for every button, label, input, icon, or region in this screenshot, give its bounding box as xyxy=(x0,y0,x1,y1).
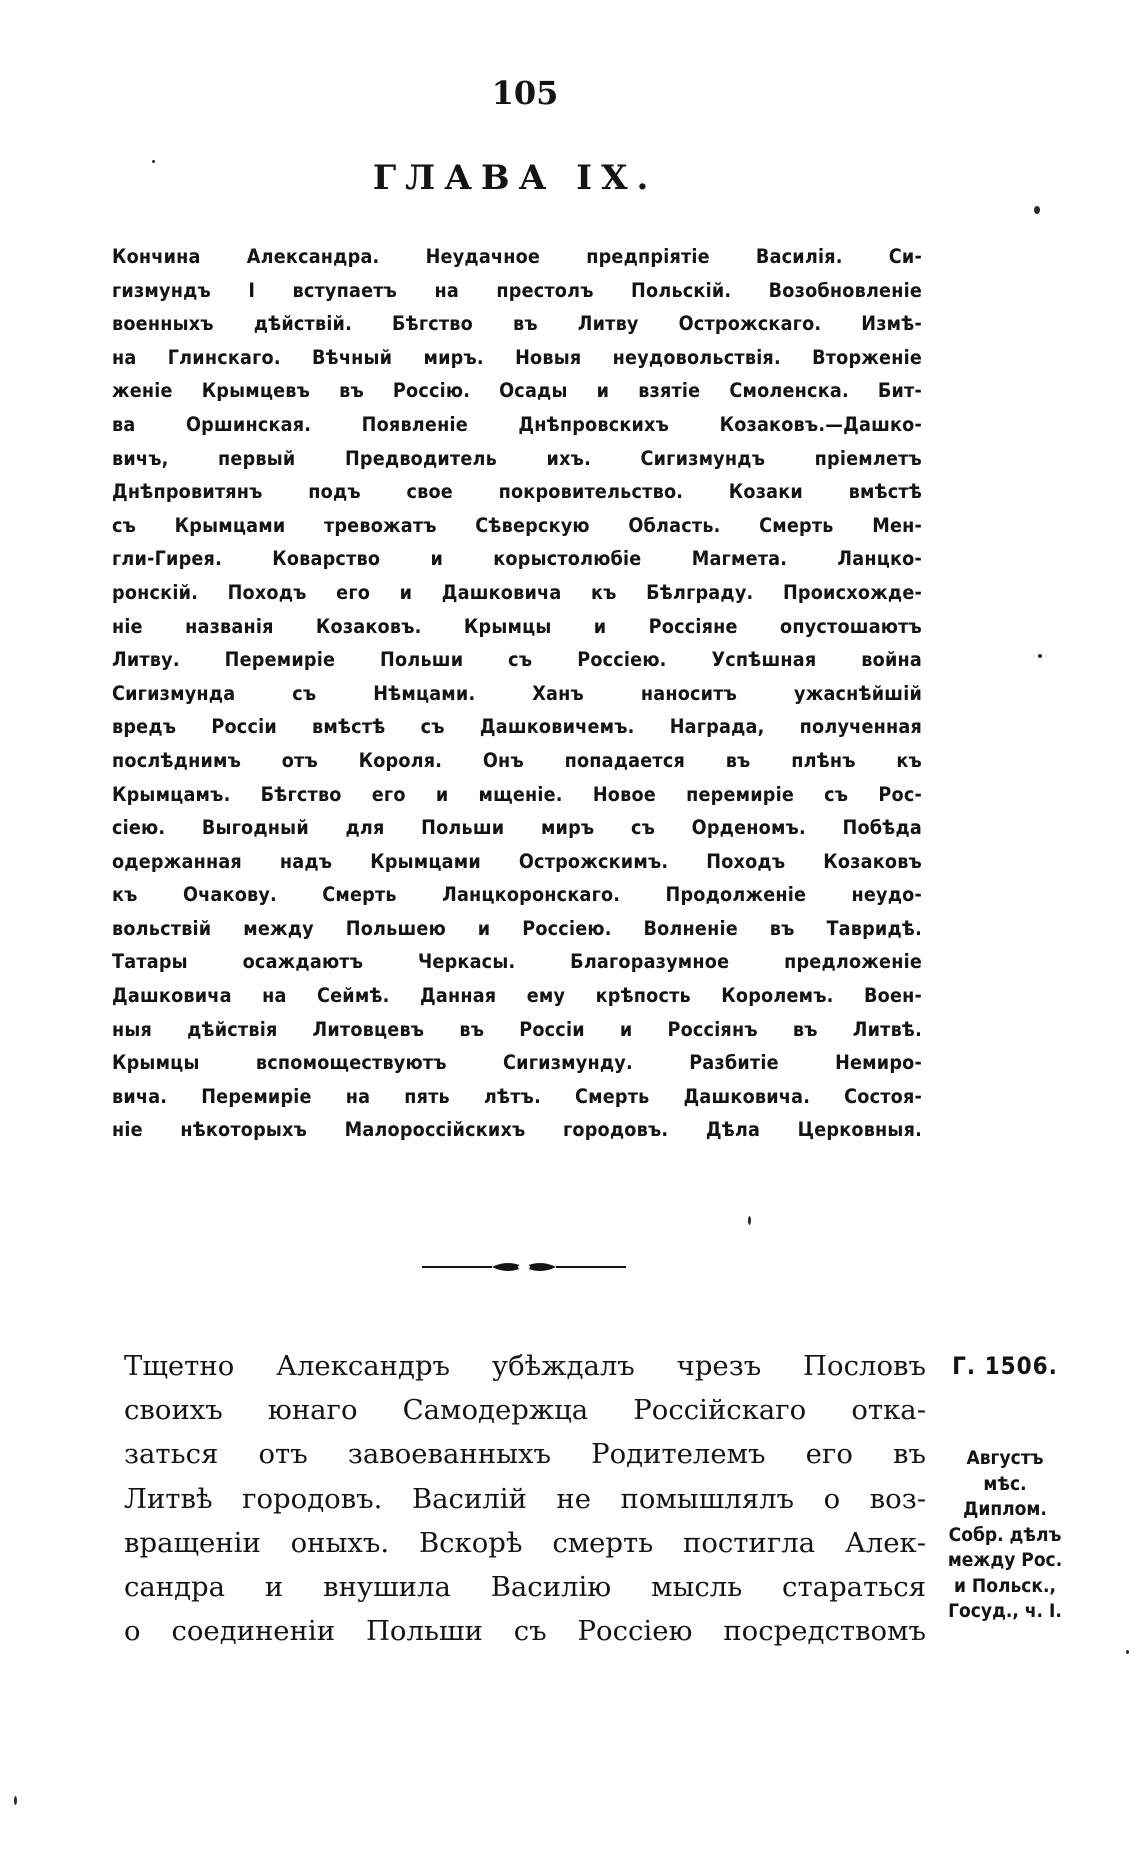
summary-line: къ Очакову. Смерть Ланцкоронскаго. Продолженіе неудо- xyxy=(112,883,922,907)
summary-line: военныхъ дѣйствій. Бѣгство въ Литву Острожскаго. Измѣ- xyxy=(112,312,922,336)
body-line: Литвѣ городовъ. Василій не помышлялъ о воз- xyxy=(124,1482,926,1515)
summary-line: Литву. Перемиріе Польши съ Россіею. Успѣшная война xyxy=(112,648,922,672)
ornament-divider xyxy=(422,1256,626,1278)
summary-line: Кончина Александра. Неудачное предпріятіе Василія. Си- xyxy=(112,245,922,268)
scan-speck xyxy=(1126,1650,1129,1654)
body-line: о соединеніи Польши съ Россіею посредствомъ xyxy=(124,1615,926,1648)
body-line: заться отъ завоеванныхъ Родителемъ его въ xyxy=(124,1438,926,1471)
body-line: сандра и внушила Василію мысль стараться xyxy=(124,1570,926,1603)
scan-speck xyxy=(1034,206,1040,214)
summary-line: гли-Гирея. Коварство и корыстолюбіе Магмета. Ланцко- xyxy=(112,547,922,571)
summary-line: ныя дѣйствія Литовцевъ въ Россіи и Россіянъ въ Литвѣ. xyxy=(112,1017,922,1041)
margin-source-note xyxy=(930,1446,1080,1625)
summary-line: Крымцы вспомоществуютъ Сигизмунду. Разбитіе Немиро- xyxy=(112,1051,922,1075)
margin-source-line: и Польск., xyxy=(953,1574,1057,1597)
summary-line: на Глинскаго. Вѣчный миръ. Новыя неудовольствія. Вторженіе xyxy=(112,345,922,369)
body-line: своихъ юнаго Самодержца Россійскаго отка- xyxy=(124,1394,926,1427)
summary-line: одержанная надъ Крымцами Острожскимъ. Походъ Козаковъ xyxy=(112,849,922,873)
scan-speck xyxy=(152,160,155,163)
margin-source-line: Собр. дѣлъ xyxy=(948,1523,1062,1546)
summary-line: ва Оршинская. Появленіе Днѣпровскихъ Козаковъ.—Дашко- xyxy=(112,412,922,436)
summary-line: вича. Перемиріе на пять лѣтъ. Смерть Дашковича. Состоя- xyxy=(112,1084,922,1108)
summary-line: Дашковича на Сеймѣ. Данная ему крѣпость Королемъ. Воен- xyxy=(112,984,922,1008)
margin-source-line: между Рос. xyxy=(947,1549,1063,1571)
summary-line: женіе Крымцевъ въ Россію. Осады и взятіе Смоленска. Бит- xyxy=(112,379,922,403)
scan-speck xyxy=(1038,654,1042,658)
summary-line: Днѣпровитянъ подъ свое покровительство. Козаки вмѣстѣ xyxy=(112,480,922,504)
margin-year: Г. 1506. xyxy=(952,1352,1058,1380)
margin-source-line: Диплом. xyxy=(963,1498,1047,1520)
body-line: Тщетно Александръ убѣждалъ чрезъ Пословъ xyxy=(124,1350,926,1382)
summary-line: ніе нѣкоторыхъ Малороссійскихъ городовъ. Дѣла Церковныя. xyxy=(112,1118,922,1142)
margin-source-line: Августъ xyxy=(966,1447,1044,1469)
body-line: вращеніи оныхъ. Вскорѣ смерть постигла Алек- xyxy=(124,1526,926,1559)
body-text xyxy=(124,1344,926,1653)
summary-line: вредъ Россіи вмѣстѣ съ Дашковичемъ. Награда, полученная xyxy=(112,715,922,739)
summary-line: вольствій между Польшею и Россіею. Волненіе въ Тавридѣ. xyxy=(112,916,922,940)
scan-speck xyxy=(748,1216,751,1225)
page-number: 105 xyxy=(491,74,559,112)
summary-line: ронскій. Походъ его и Дашковича къ Бѣлграду. Происхожде- xyxy=(112,580,922,604)
summary-line: гизмундъ I вступаетъ на престолъ Польскій. Возобновленіе xyxy=(112,278,922,302)
summary-line: ніе названія Козаковъ. Крымцы и Россіяне опустошаютъ xyxy=(112,614,922,638)
summary-line: Сигизмунда съ Нѣмцами. Ханъ наноситъ ужаснѣйшій xyxy=(112,681,922,705)
chapter-title: ГЛАВА IX. xyxy=(372,158,658,198)
summary-line: Крымцамъ. Бѣгство его и мщеніе. Новое перемиріе съ Рос- xyxy=(112,782,922,806)
chapter-summary xyxy=(112,240,922,1147)
summary-line: послѣднимъ отъ Короля. Онъ попадается въ плѣнъ къ xyxy=(112,748,922,772)
margin-source-line: мѣс. xyxy=(983,1472,1027,1495)
margin-source-line: Госуд., ч. I. xyxy=(948,1600,1062,1622)
summary-line: вичъ, первый Предводитель ихъ. Сигизмундъ пріемлетъ xyxy=(112,446,922,470)
scan-speck xyxy=(14,1796,17,1805)
summary-line: Татары осаждаютъ Черкасы. Благоразумное предложеніе xyxy=(112,950,922,974)
summary-line: съ Крымцами тревожатъ Сѣверскую Область. Смерть Мен- xyxy=(112,513,922,537)
summary-line: сіею. Выгодный для Польши миръ съ Орденомъ. Побѣда xyxy=(112,816,922,840)
